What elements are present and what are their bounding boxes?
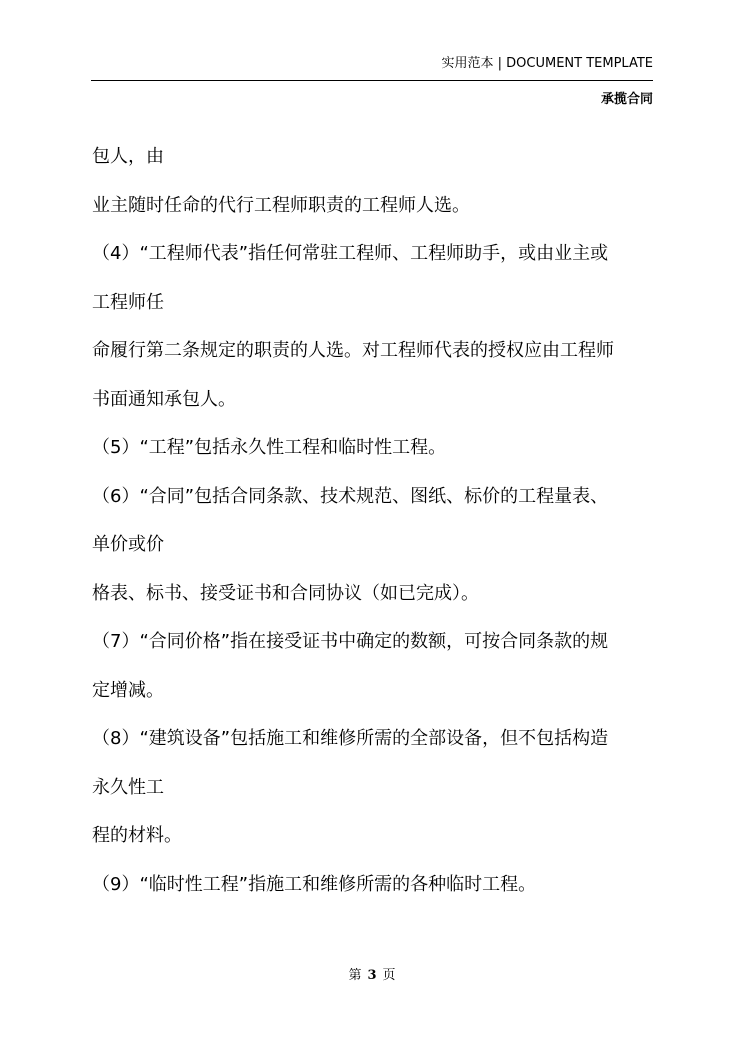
body-line: （9）“临时性工程”指施工和维修所需的各种临时工程。 bbox=[92, 874, 537, 895]
body-line: （7）“合同价格”指在接受证书中确定的数额，可按合同条款的规 bbox=[92, 631, 609, 652]
header-subtitle: 承揽合同 bbox=[600, 92, 653, 107]
body-line: 工程师任 bbox=[92, 292, 164, 313]
page-suffix: 页 bbox=[382, 968, 396, 983]
body-line: 书面通知承包人。 bbox=[92, 389, 236, 410]
page-prefix: 第 bbox=[348, 968, 362, 983]
body-line: （6）“合同”包括合同条款、技术规范、图纸、标价的工程量表、 bbox=[92, 486, 609, 507]
body-line: 定增减。 bbox=[92, 680, 164, 701]
page-number: 3 bbox=[367, 968, 377, 983]
header-title: 实用范本 | DOCUMENT TEMPLATE bbox=[441, 56, 653, 71]
body-line: 命履行第二条规定的职责的人选。对工程师代表的授权应由工程师 bbox=[92, 340, 614, 361]
body-line: （4）“工程师代表”指任何常驻工程师、工程师助手，或由业主或 bbox=[92, 243, 609, 264]
body-line: 包人，由 bbox=[92, 146, 164, 167]
body-line: 程的材料。 bbox=[92, 825, 182, 846]
body-line: 格表、标书、接受证书和合同协议（如已完成）。 bbox=[92, 583, 479, 604]
body-line: （5）“工程”包括永久性工程和临时性工程。 bbox=[92, 437, 447, 458]
header-divider bbox=[91, 80, 653, 81]
body-line: 单价或价 bbox=[92, 534, 164, 555]
page-footer bbox=[0, 964, 744, 983]
body-line: （8）“建筑设备”包括施工和维修所需的全部设备，但不包括构造 bbox=[92, 728, 609, 749]
body-line: 业主随时任命的代行工程师职责的工程师人选。 bbox=[92, 195, 470, 216]
body-line: 永久性工 bbox=[92, 777, 164, 798]
